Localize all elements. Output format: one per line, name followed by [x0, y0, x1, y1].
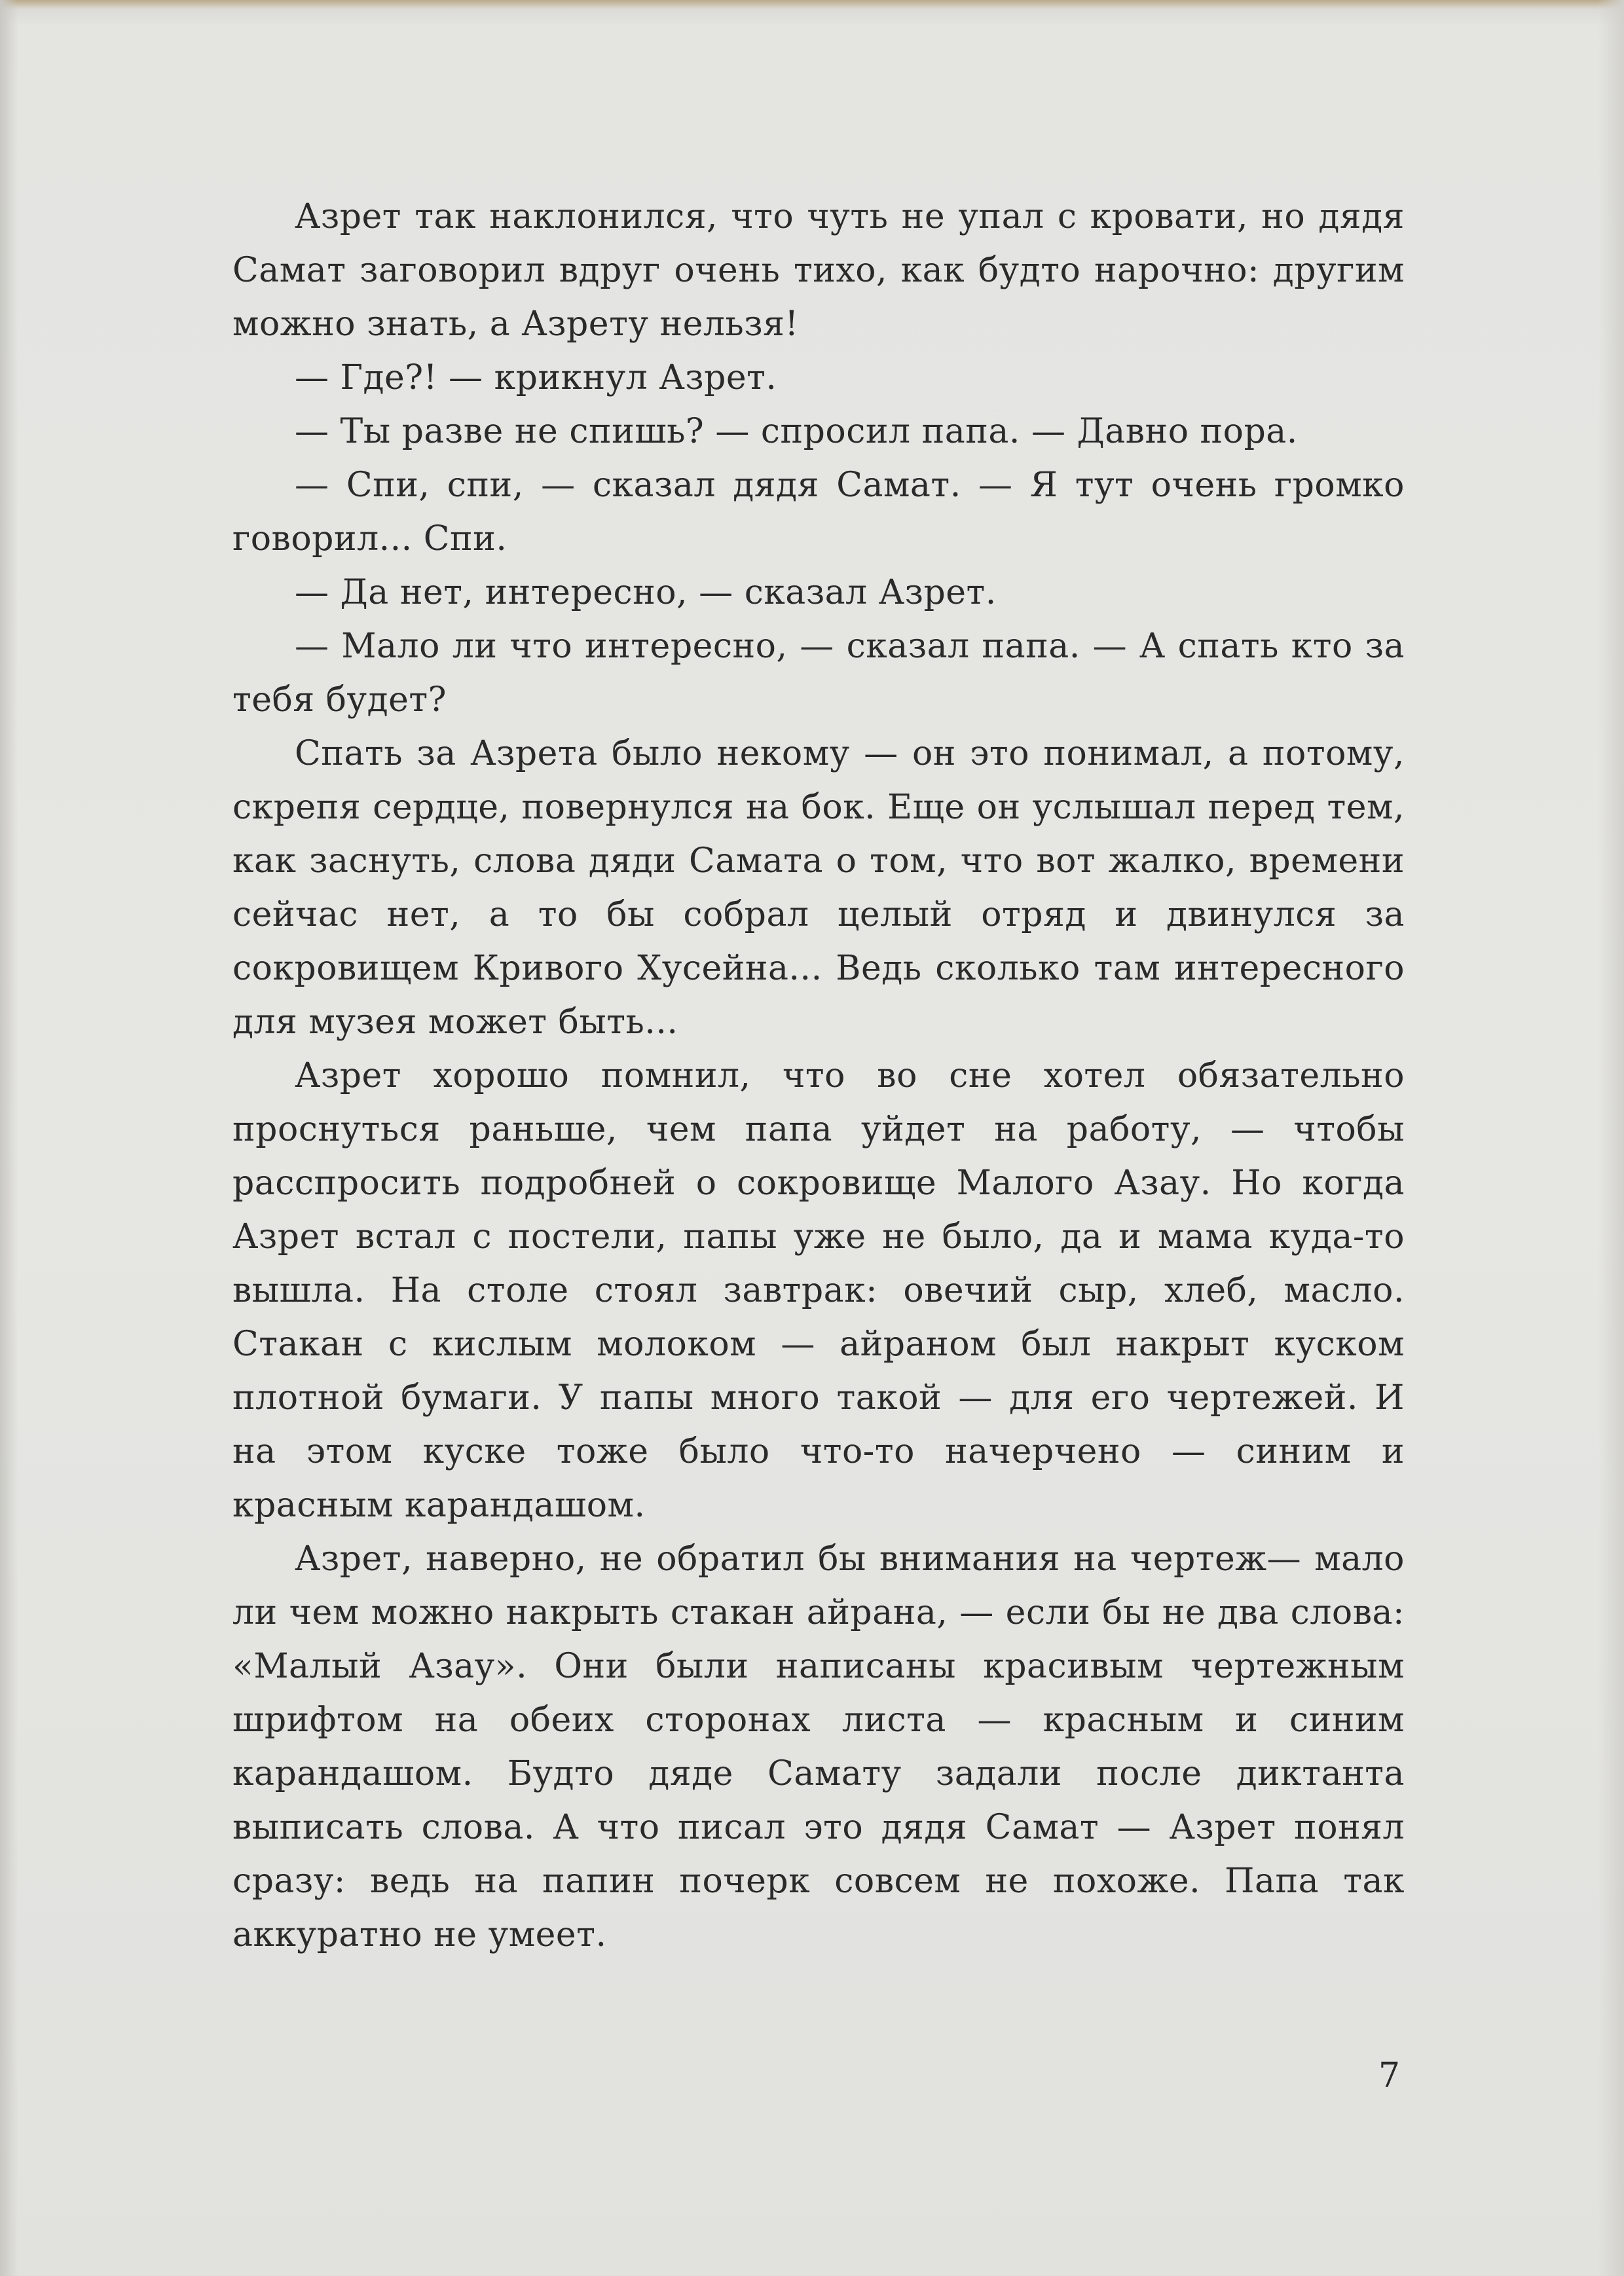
body-text — [232, 190, 1405, 1962]
paragraph: — Да нет, интересно, — сказал Азрет. — [295, 573, 997, 612]
paragraph: Азрет, наверно, не обратил бы внимания на чертеж— мало ли чем можно накрыть стакан айрана, — если бы не два слова: «Малый Азау». Они были написаны красивым чертежным шрифтом на обеих сторонах листа — красным и синим карандашом. Будто дяде Самату задали после диктанта выписать слова. А что писал это дядя Самат — Азрет понял сразу: ведь на папин почерк совсем не похоже. Папа так аккуратно не умеет. — [232, 1539, 1405, 1955]
page-left-edge — [0, 0, 18, 2276]
page-top-edge — [0, 0, 1624, 9]
page-right-edge — [1598, 0, 1624, 2276]
paragraph: — Спи, спи, — сказал дядя Самат. — Я тут очень громко говорил... Спи. — [232, 466, 1405, 559]
paragraph: — Ты разве не спишь? — спросил папа. — Давно пора. — [295, 412, 1298, 451]
paragraph: — Где?! — крикнул Азрет. — [295, 358, 777, 397]
paragraph: Спать за Азрета было некому — он это понимал, а потому, скрепя сердце, повернулся на бок. Еще он услышал перед тем, как заснуть, слова дяди Самата о том, что вот жалко, времени сейчас нет, а то бы собрал целый отряд и двинулся за сокровищем Кривого Хусейна... Ведь сколько там интересного для музея может быть... — [232, 734, 1405, 1042]
page-number: 7 — [1378, 2056, 1401, 2095]
paragraph: Азрет хорошо помнил, что во сне хотел обязательно проснуться раньше, чем папа уйдет на работу, — чтобы расспросить подробней о сокровище Малого Азау. Но когда Азрет встал с постели, папы уже не было, да и мама куда-то вышла. На столе стоял завтрак: овечий сыр, хлеб, масло. Стакан с кислым молоком — айраном был накрыт куском плотной бумаги. У папы много такой — для его чертежей. И на этом куске тоже было что-то начерчено — синим и красным карандашом. — [232, 1056, 1405, 1525]
paragraph: — Мало ли что интересно, — сказал папа. — А спать кто за тебя будет? — [232, 627, 1405, 720]
paragraph: Азрет так наклонился, что чуть не упал с кровати, но дядя Самат заговорил вдруг очень тихо, как будто нарочно: другим можно знать, а Азрету нельзя! — [232, 197, 1405, 344]
